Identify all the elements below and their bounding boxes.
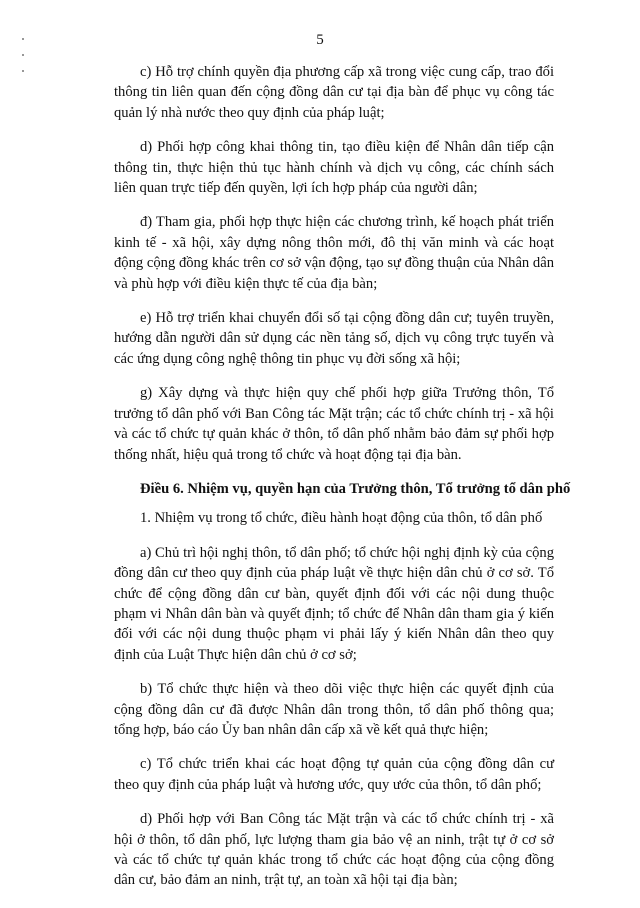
clause-item-c: c) Tổ chức triển khai các hoạt động tự quản của cộng đồng dân cư theo quy định của pháp luật và hương ước, quy ước của thôn, tổ dân phố; (114, 756, 554, 793)
page-number: 5 (316, 32, 324, 48)
clause-heading: 1. Nhiệm vụ trong tổ chức, điều hành hoạt động của thôn, tổ dân phố (140, 510, 543, 527)
scan-mark (22, 54, 24, 56)
scan-mark (22, 70, 24, 72)
paragraph-dd: đ) Tham gia, phối hợp thực hiện các chương trình, kế hoạch phát triển kinh tế - xã hội, xây dựng nông thôn mới, đô thị văn minh và các hoạt động cộng đồng khác trên cơ sở vận động, tạo sự đồng thuận của Nhân dân và phù hợp với điều kiện thực tế của địa bàn; (114, 214, 554, 292)
paragraph-e: e) Hỗ trợ triển khai chuyển đổi số tại cộng đồng dân cư; tuyên truyền, hướng dẫn người dân sử dụng các nền tảng số, dịch vụ công trực tuyến và các ứng dụng công nghệ thông tin phục vụ đời sống xã hội; (114, 310, 554, 367)
clause-item-a: a) Chủ trì hội nghị thôn, tổ dân phố; tổ chức hội nghị định kỳ của cộng đồng dân cư theo quy định của pháp luật về thực hiện dân chủ ở cơ sở. Tổ chức để cộng đồng dân cư bàn, quyết định đối với các nội dung thuộc phạm vi Nhân dân bàn và quyết định; tổ chức để Nhân dân tham gia ý kiến đối với các nội dung thuộc phạm vi phải lấy ý kiến Nhân dân theo quy định của Luật Thực hiện dân chủ ở cơ sở; (114, 544, 554, 663)
clause-item-d: d) Phối hợp với Ban Công tác Mặt trận và các tổ chức chính trị - xã hội ở thôn, tổ dân phố, lực lượng tham gia bảo vệ an ninh, trật tự ở cơ sở và các tổ chức tự quản khác trong tổ chức các hoạt động của cộng đồng dân cư, bảo đảm an ninh, trật tự, an toàn xã hội tại địa bàn; (114, 811, 554, 889)
clause-item-b: b) Tổ chức thực hiện và theo dõi việc thực hiện các quyết định của cộng đồng dân cư đã được Nhân dân trong thôn, tổ dân phố thông qua; tổng hợp, báo cáo Ủy ban nhân dân cấp xã về kết quả thực hiện; (114, 681, 554, 738)
paragraph-d: d) Phối hợp công khai thông tin, tạo điều kiện để Nhân dân tiếp cận thông tin, thực hiện thủ tục hành chính và dịch vụ công, các chính sách liên quan trực tiếp đến quyền, lợi ích hợp pháp của người dân; (114, 139, 554, 197)
paragraph-g: g) Xây dựng và thực hiện quy chế phối hợp giữa Trưởng thôn, Tổ trưởng tổ dân phố với Ban Công tác Mặt trận; các tổ chức chính trị - xã hội và các tổ chức tự quản khác ở thôn, tổ dân phố nhằm bảo đảm sự phối hợp thống nhất, hiệu quả trong tổ chức và hoạt động tại địa bàn. (114, 385, 554, 463)
paragraph-c: c) Hỗ trợ chính quyền địa phương cấp xã trong việc cung cấp, trao đổi thông tin liên quan đến cộng đồng dân cư tại địa bàn để phục vụ công tác quản lý nhà nước theo quy định của pháp luật; (114, 64, 554, 121)
document-body (114, 62, 571, 900)
article-heading: Điều 6. Nhiệm vụ, quyền hạn của Trưởng thôn, Tổ trưởng tổ dân phố (140, 480, 571, 497)
